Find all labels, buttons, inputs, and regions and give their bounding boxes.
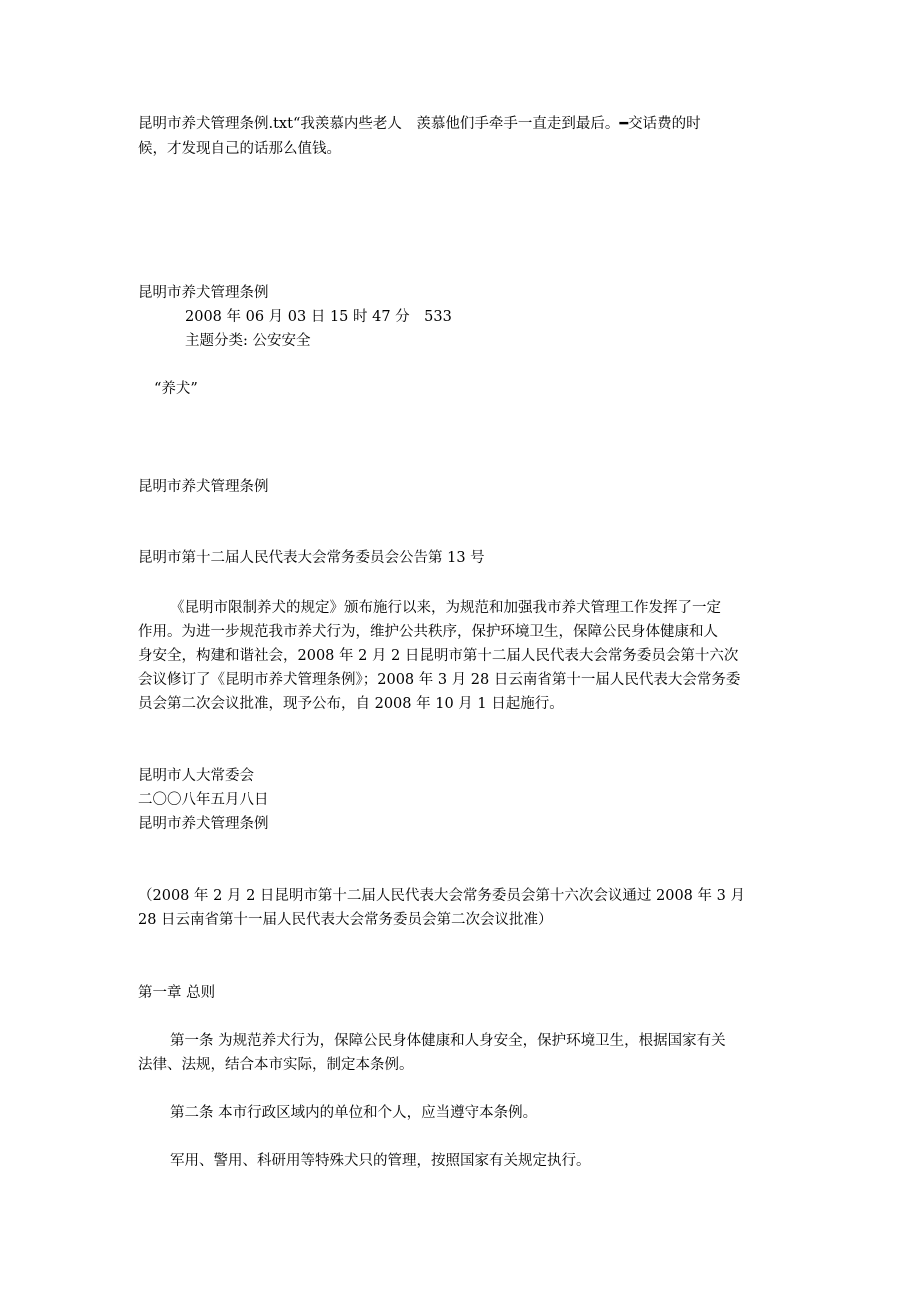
intro-line-2: 候，才发现自己的话那么值钱。 bbox=[138, 141, 341, 157]
document-title: 昆明市养犬管理条例 bbox=[138, 479, 269, 495]
adoption-line-1: （2008 年 2 月 2 日昆明市第十二届人民代表大会常务委员会第十六次会议通过 2008 年 3 月 bbox=[138, 888, 745, 904]
meta-date: 2008 年 06 月 03 日 15 时 47 分 533 bbox=[185, 309, 452, 325]
header-title: 昆明市养犬管理条例 bbox=[138, 285, 269, 301]
regulation-title: 昆明市养犬管理条例 bbox=[138, 816, 269, 832]
chapter-heading: 第一章 总则 bbox=[138, 985, 216, 1001]
article1-line-2: 法律、法规，结合本市实际，制定本条例。 bbox=[138, 1057, 414, 1073]
paragraph-line-4: 会议修订了《昆明市养犬管理条例》；2008 年 3 月 28 日云南省第十一届人民代表大会常务委 bbox=[138, 672, 741, 688]
paragraph-line-2: 作用。为进一步规范我市养犬行为，维护公共秩序，保护环境卫生，保障公民身体健康和人 bbox=[138, 624, 718, 640]
paragraph-line-3: 身安全，构建和谐社会，2008 年 2 月 2 日昆明市第十二届人民代表大会常务委员会第十六次 bbox=[138, 648, 739, 664]
signature-org: 昆明市人大常委会 bbox=[138, 768, 254, 784]
signature-date: 二〇〇八年五月八日 bbox=[138, 792, 269, 808]
article1-line-1: 第一条 为规范养犬行为，保障公民身体健康和人身安全，保护环境卫生，根据国家有关 bbox=[170, 1033, 726, 1049]
announcement-heading: 昆明市第十二届人民代表大会常务委员会公告第 13 号 bbox=[138, 550, 485, 566]
quote-text: “养犬” bbox=[154, 381, 198, 397]
article2-text: 第二条 本市行政区域内的单位和个人，应当遵守本条例。 bbox=[170, 1105, 538, 1121]
paragraph-line-1: 《昆明市限制养犬的规定》颁布施行以来，为规范和加强我市养犬管理工作发挥了一定 bbox=[170, 600, 721, 616]
adoption-line-2: 28 日云南省第十一届人民代表大会常务委员会第二次会议批准） bbox=[138, 912, 553, 928]
article2-note: 军用、警用、科研用等特殊犬只的管理，按照国家有关规定执行。 bbox=[170, 1153, 591, 1169]
intro-line-1: 昆明市养犬管理条例.txt“我羡慕内些老人 羡慕他们手牵手一直走到最后。━交话费的时 bbox=[138, 116, 701, 132]
paragraph-line-5: 员会第二次会议批准，现予公布，自 2008 年 10 月 1 日起施行。 bbox=[138, 696, 564, 712]
meta-category: 主题分类: 公安安全 bbox=[185, 333, 311, 349]
